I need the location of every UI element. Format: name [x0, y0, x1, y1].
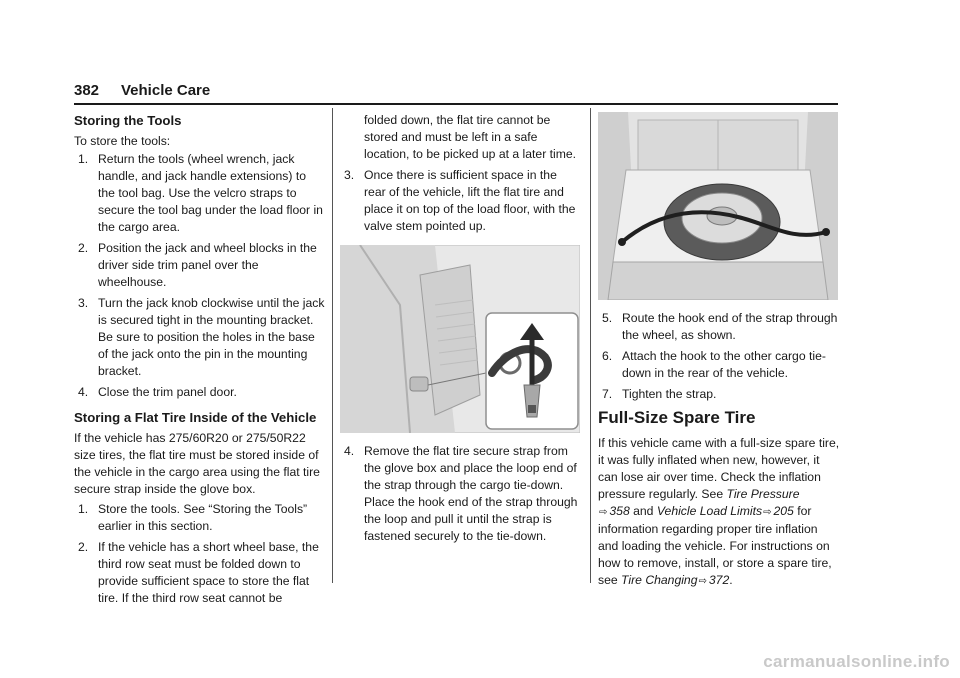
link-tire-pressure[interactable]: Tire Pressure [726, 487, 800, 501]
step-text: Store the tools. See “Storing the Tools” earlier in this section. [98, 502, 308, 533]
step-text: Tighten the strap. [622, 387, 717, 401]
column-divider-1 [332, 108, 333, 583]
step-text: Return the tools (wheel wrench, jack handle, and jack handle extensions) to the tool bag. Use the velcro straps to secure the tool bag under the load floor in the cargo area. [98, 152, 323, 234]
step-text: Position the jack and wheel blocks in the driver side trim panel over the wheelhouse. [98, 241, 317, 289]
step-text: Close the trim panel door. [98, 385, 237, 399]
list-item [598, 386, 840, 403]
page-ref-icon: ⇨ [763, 507, 772, 518]
step-text: If the vehicle has a short wheel base, the third row seat must be folded down to provide sufficient space to store the flat tire. If the third row seat cannot be [98, 540, 319, 605]
column-divider-2 [590, 108, 591, 583]
spare-text-2: for information regarding proper tire inflation and loading the vehicle. For instructions on how to remove, install, or store a spare tire, see [598, 504, 832, 587]
list-item [598, 348, 840, 382]
step-number: 5. [602, 311, 613, 325]
heading-storing-tools: Storing the Tools [74, 113, 182, 128]
page-number: 382 [74, 82, 100, 99]
step-text: Once there is sufficient space in the rear of the vehicle, lift the flat tire and place it on top of the load floor, with the valve stem pointed up. [364, 168, 576, 233]
heading-full-size-spare: Full-Size Spare Tire [598, 408, 756, 427]
step-number: 2. [78, 540, 89, 554]
step-number: 7. [602, 387, 613, 401]
list-item [74, 151, 326, 236]
column-3 [598, 112, 840, 590]
list-item [340, 443, 580, 545]
step-number: 4. [344, 444, 355, 458]
tools-steps-list [74, 151, 326, 401]
list-item [74, 501, 326, 535]
page-ref-358[interactable]: 358 [609, 504, 630, 518]
step-number: 3. [344, 168, 355, 182]
flat-tire-intro: If the vehicle has 275/60R20 or 275/50R22 size tires, the flat tire must be stored inside of the vehicle in the cargo area using the flat tire secure strap inside the glove box. [74, 431, 320, 496]
step-text: Route the hook end of the strap through the wheel, as shown. [622, 311, 838, 342]
list-item [74, 295, 326, 380]
column-2 [340, 112, 580, 549]
step-number: 2. [78, 241, 89, 255]
step-number: 6. [602, 349, 613, 363]
list-item [340, 167, 580, 235]
step-number: 3. [78, 296, 89, 310]
header-rule [74, 103, 838, 105]
page-ref-icon: ⇨ [599, 507, 608, 518]
column-1 [74, 112, 326, 611]
page-ref-icon: ⇨ [698, 576, 707, 587]
step-number: 4. [78, 385, 89, 399]
section-title: Vehicle Care [121, 82, 211, 99]
step-text: folded down, the flat tire cannot be stored and must be left in a safe location, to be picked up at a later time. [364, 113, 577, 161]
intro-text: To store the tools: [74, 134, 171, 148]
link-vehicle-load-limits[interactable]: Vehicle Load Limits [656, 504, 763, 518]
flat-steps-list [74, 501, 326, 607]
step-text: Remove the flat tire secure strap from the glove box and place the loop end of the strap through the cargo tie-down. Place the hook end of the strap through the loop and pull it until the strap is fastened securely to the tie-down. [364, 444, 578, 543]
list-item [598, 310, 840, 344]
page-header [74, 82, 838, 104]
list-item [74, 384, 326, 401]
and-text: and [633, 504, 654, 518]
period: . [729, 573, 733, 587]
cargo-area-spare-tire-illustration [598, 112, 838, 300]
step-number: 1. [78, 152, 89, 166]
glove-box-strap-illustration [340, 245, 580, 433]
list-item [74, 539, 326, 607]
step-text: Turn the jack knob clockwise until the jack is secured tight in the mounting bracket. Be sure to position the holes in the base of the jack onto the pin in the mounting bracket. [98, 296, 325, 378]
page-ref-205[interactable]: 205 [773, 504, 794, 518]
spare-text-1: If this vehicle came with a full-size spare tire, it was fully inflated when new, however, it can lose air over time. Check the inflation pressure regularly. See [598, 436, 840, 501]
list-item-continued [340, 112, 580, 163]
step-text: Attach the hook to the other cargo tie-down in the rear of the vehicle. [622, 349, 826, 380]
list-item [74, 240, 326, 291]
link-tire-changing[interactable]: Tire Changing [621, 573, 698, 587]
spare-paragraph [598, 435, 840, 590]
heading-storing-flat-tire: Storing a Flat Tire Inside of the Vehicle [74, 410, 317, 425]
page-ref-372[interactable]: 372 [708, 573, 730, 587]
watermark: carmanualsonline.info [763, 652, 950, 671]
step-number: 1. [78, 502, 89, 516]
